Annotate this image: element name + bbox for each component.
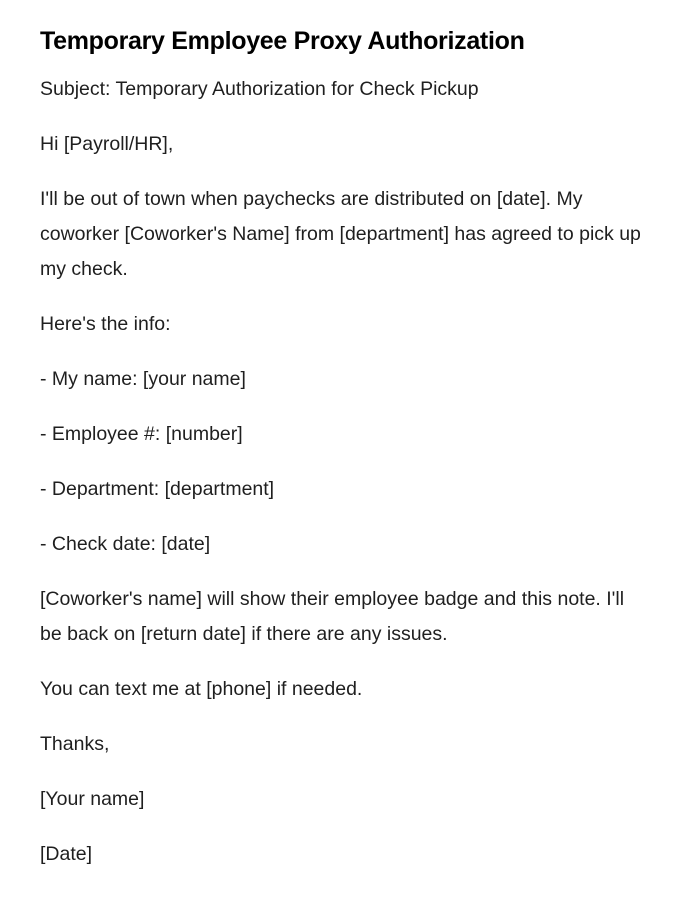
intro-paragraph: I'll be out of town when paychecks are distributed on [date]. My coworker [Coworker's Name] from [department] has agreed to pick up my check. xyxy=(40,188,641,280)
document-title: Temporary Employee Proxy Authorization xyxy=(40,27,525,55)
signature-name: [Your name] xyxy=(40,788,145,810)
info-item-employee-number: - Employee #: [number] xyxy=(40,423,243,445)
closing: Thanks, xyxy=(40,733,110,755)
contact-line: You can text me at [phone] if needed. xyxy=(40,678,363,700)
greeting: Hi [Payroll/HR], xyxy=(40,133,174,155)
info-heading: Here's the info: xyxy=(40,313,171,335)
info-item-name: - My name: [your name] xyxy=(40,368,246,390)
letter-document xyxy=(40,24,650,892)
subject-line: Subject: Temporary Authorization for Check Pickup xyxy=(40,78,479,100)
signature-date: [Date] xyxy=(40,843,93,865)
info-item-department: - Department: [department] xyxy=(40,478,275,500)
info-item-check-date: - Check date: [date] xyxy=(40,533,211,555)
badge-note-paragraph: [Coworker's name] will show their employee badge and this note. I'll be back on [return date] if there are any issues. xyxy=(40,588,625,645)
